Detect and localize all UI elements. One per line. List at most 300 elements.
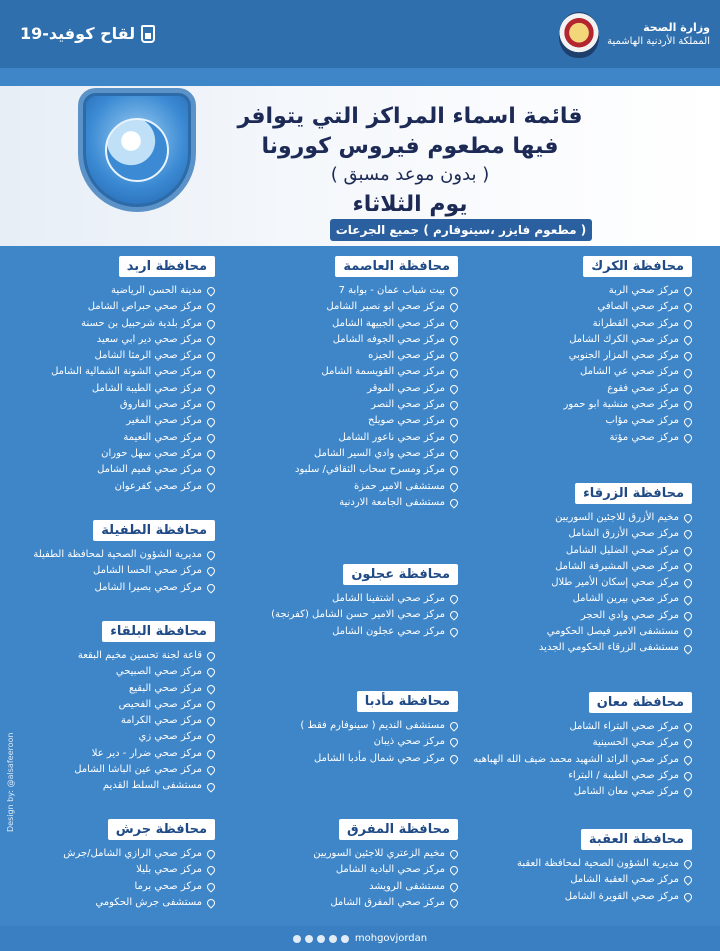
location-pin-icon [448, 351, 459, 362]
center-item [482, 735, 692, 751]
center-item [482, 856, 692, 872]
center-item [258, 446, 458, 462]
center-item [258, 283, 458, 299]
center-item [258, 316, 458, 332]
center-name: مدينة الحسن الرياضية [111, 285, 202, 296]
center-name: مركز صحي وادي السير الشامل [313, 447, 445, 459]
center-name: مركز صحي البقيع [128, 682, 202, 694]
center-name: مركز صحي الجبيهة الشامل [332, 317, 445, 329]
center-item [10, 746, 215, 762]
center-name: مركز صحي الجيزه [368, 350, 445, 362]
center-name: مركز صحي الضليل الشامل [565, 544, 679, 556]
governorate-maan [473, 691, 692, 800]
center-item [10, 879, 215, 895]
center-name: مركز صحي ذيبان [373, 736, 445, 748]
vaccine-vial-icon [141, 25, 155, 43]
governorate-header: محافظة معان [589, 692, 692, 713]
center-name: مركز صحي مؤتة [609, 431, 679, 443]
center-name: مركز صحي الصافي [597, 301, 679, 313]
location-pin-icon [682, 610, 693, 621]
center-item [258, 591, 458, 607]
center-name: مركز صحي المشيرفة الشامل [555, 560, 679, 572]
governorate-capital [258, 255, 458, 511]
ministry-name: وزارة الصحة [643, 21, 710, 34]
center-name: مستشفى الرويشد [369, 880, 445, 892]
center-item [482, 559, 692, 575]
center-name: مركز صحي إسكان الأمير طلال [551, 577, 679, 589]
center-item [10, 364, 215, 380]
location-pin-icon [682, 432, 693, 443]
center-name: مركز صحي القويرة الشامل [564, 890, 679, 902]
location-pin-icon [682, 875, 693, 886]
location-pin-icon [448, 367, 459, 378]
globe-icon [105, 118, 169, 182]
center-name: مركز صحي عين الباشا الشامل [74, 764, 202, 776]
campaign-brand [20, 24, 155, 43]
center-name: مركز صحي قميم الشامل [97, 464, 202, 476]
center-name: مركز صحي الطيبة الشامل [91, 382, 202, 394]
location-pin-icon [448, 318, 459, 329]
center-item [258, 462, 458, 478]
center-item [10, 283, 215, 299]
center-item [482, 332, 692, 348]
location-pin-icon [448, 432, 459, 443]
location-pin-icon [205, 481, 216, 492]
location-pin-icon [448, 626, 459, 637]
location-pin-icon [205, 897, 216, 908]
center-list [10, 547, 215, 596]
center-item [482, 413, 692, 429]
center-item [482, 889, 692, 905]
location-pin-icon [682, 367, 693, 378]
telegram-icon[interactable] [341, 935, 349, 943]
location-pin-icon [448, 737, 459, 748]
center-list [473, 719, 692, 800]
location-pin-icon [205, 448, 216, 459]
location-pin-icon [205, 285, 216, 296]
center-name: مركز صحي الرائد الشهيد محمد ضيف الله الهباهبه [473, 753, 679, 765]
center-name: مركز صحي النعيمة [123, 431, 202, 443]
center-item [482, 768, 692, 784]
center-name: مركز صحي صويلح [368, 415, 445, 427]
center-item [10, 381, 215, 397]
location-pin-icon [205, 465, 216, 476]
designer-credit: Design by: @alsafeeroon [6, 732, 15, 832]
center-name: مركز صحي عي الشامل [580, 366, 679, 378]
location-pin-icon [682, 738, 693, 749]
governorate-header: محافظة الطفيلة [93, 520, 215, 541]
center-name: مركز صحي سهل حوران [101, 447, 202, 459]
center-name: مركز صحي الموقر [367, 382, 445, 394]
center-name: مركز صحي البادية الشامل [335, 864, 445, 876]
location-pin-icon [682, 318, 693, 329]
location-pin-icon [205, 748, 216, 759]
campaign-title: لقاح كوفيد-19 [20, 24, 136, 43]
center-name: قاعة لجنة تحسين مخيم البقعة [77, 650, 202, 661]
location-pin-icon [448, 881, 459, 892]
center-name: مركز صحي الطيبة / البتراء [568, 769, 679, 781]
shield-logo [72, 82, 202, 222]
location-pin-icon [448, 848, 459, 859]
center-item [10, 846, 215, 862]
center-name: مركز ومسرح سحاب الثقافي/ سلبود [295, 464, 445, 476]
center-item [482, 510, 692, 526]
center-name: مركز صحي المغير [126, 415, 202, 427]
center-name: مركز صحي البتراء الشامل [569, 721, 679, 732]
center-list [10, 283, 215, 495]
center-item [258, 413, 458, 429]
center-item [10, 413, 215, 429]
center-list [482, 283, 692, 446]
center-item [10, 446, 215, 462]
center-name: مركز صحي الفحيص [118, 698, 202, 710]
location-pin-icon [682, 302, 693, 313]
location-pin-icon [682, 594, 693, 605]
governorate-irbid [10, 255, 215, 495]
center-item [10, 348, 215, 364]
governorate-zarqa [482, 482, 692, 657]
jordan-emblem-icon [559, 12, 599, 58]
youtube-icon[interactable] [293, 935, 301, 943]
center-item [482, 608, 692, 624]
location-pin-icon [205, 848, 216, 859]
governorate-header: محافظة المفرق [339, 819, 458, 840]
center-item [258, 381, 458, 397]
center-name: مركز صحي عجلون الشامل [332, 625, 445, 637]
center-item [258, 348, 458, 364]
governorate-karak [482, 255, 692, 446]
center-name: مركز صحي المزار الجنوبي [568, 350, 679, 362]
governorate-header: محافظة عجلون [343, 564, 458, 585]
center-name: مركز صحي العقبة الشامل [570, 874, 679, 886]
center-item [258, 734, 458, 750]
center-name: مركز صحي الامير حسن الشامل (كفرنجة) [271, 609, 445, 621]
center-item [10, 648, 215, 664]
center-name: مديرية الشؤون الصحية لمحافظة العقبة [517, 858, 679, 869]
center-list [10, 648, 215, 795]
location-pin-icon [448, 720, 459, 731]
center-name: مركز صحي الصبيحي [115, 666, 202, 678]
location-pin-icon [448, 753, 459, 764]
center-name: مركز صحي ناعور الشامل [338, 431, 445, 443]
location-pin-icon [682, 770, 693, 781]
vaccine-types-badge: ( مطعوم فايزر ،سينوفارم ) جميع الجرعات [330, 219, 592, 241]
center-name: مركز صحي الحسينية [592, 737, 679, 749]
center-name: مركز صحي زي [138, 731, 202, 743]
center-name: مركز صحي مؤاب [605, 415, 679, 427]
top-bar [0, 0, 720, 68]
location-pin-icon [682, 627, 693, 638]
governorate-aqaba [482, 828, 692, 905]
center-item [482, 575, 692, 591]
location-pin-icon [448, 416, 459, 427]
location-pin-icon [205, 400, 216, 411]
governorate-madaba [258, 690, 458, 767]
location-pin-icon [448, 302, 459, 313]
governorate-tafilah [10, 519, 215, 596]
center-list [482, 510, 692, 657]
center-item [258, 895, 458, 911]
center-name: مركز صحي النصر [371, 399, 445, 411]
center-name: بيت شباب عمان - بوابة 7 [338, 285, 445, 296]
center-item [258, 397, 458, 413]
governorate-header: محافظة مأدبا [357, 691, 458, 712]
center-item [258, 718, 458, 734]
center-item [482, 348, 692, 364]
location-pin-icon [682, 512, 693, 523]
location-pin-icon [205, 318, 216, 329]
facebook-icon[interactable] [305, 935, 313, 943]
location-pin-icon [682, 529, 693, 540]
social-icons [293, 935, 349, 943]
location-pin-icon [448, 865, 459, 876]
center-item [482, 397, 692, 413]
center-item [10, 547, 215, 563]
title-line-2: فيها مطعوم فيروس كورونا [261, 134, 559, 159]
center-name: مركز صحي برما [134, 880, 202, 892]
center-item [10, 729, 215, 745]
center-list [10, 846, 215, 911]
center-item [258, 862, 458, 878]
center-item [482, 299, 692, 315]
ministry-text [607, 21, 710, 49]
center-item [10, 697, 215, 713]
center-item [258, 364, 458, 380]
center-item [10, 762, 215, 778]
governorate-mafraq [258, 818, 458, 911]
center-item [258, 495, 458, 511]
center-name: مركز صحي دير ابي سعيد [96, 333, 202, 345]
location-pin-icon [205, 650, 216, 661]
center-list [258, 846, 458, 911]
center-name: مركز صحي ابو نصير الشامل [326, 301, 445, 313]
location-pin-icon [205, 351, 216, 362]
center-item [10, 563, 215, 579]
center-item [10, 430, 215, 446]
center-item [482, 316, 692, 332]
location-pin-icon [448, 285, 459, 296]
location-pin-icon [682, 754, 693, 765]
center-item [482, 526, 692, 542]
instagram-icon[interactable] [329, 935, 337, 943]
center-item [482, 430, 692, 446]
center-item [482, 872, 692, 888]
location-pin-icon [682, 643, 693, 654]
location-pin-icon [205, 865, 216, 876]
center-name: مركز بلدية شرحبيل بن حسنة [81, 317, 202, 329]
center-name: مركز صحي الجوفه الشامل [332, 333, 445, 345]
center-item [258, 751, 458, 767]
center-item [258, 332, 458, 348]
location-pin-icon [205, 765, 216, 776]
center-name: مركز صحي معان الشامل [573, 786, 679, 798]
location-pin-icon [205, 667, 216, 678]
ministry-subtitle: المملكة الأردنية الهاشمية [607, 36, 710, 47]
center-item [258, 607, 458, 623]
location-pin-icon [682, 561, 693, 572]
center-name: مركز صحي الكرك الشامل [569, 333, 679, 345]
center-name: مركز صحي الفاروق [119, 399, 202, 411]
location-pin-icon [205, 432, 216, 443]
center-name: مستشفى جرش الحكومي [95, 896, 202, 908]
center-name: مركز صحي المفرق الشامل [330, 896, 445, 908]
center-item [258, 479, 458, 495]
center-item [482, 719, 692, 735]
center-list [258, 718, 458, 767]
location-pin-icon [205, 683, 216, 694]
location-pin-icon [205, 302, 216, 313]
location-pin-icon [682, 334, 693, 345]
location-pin-icon [682, 721, 693, 732]
center-name: مركز صحي اشتفينا الشامل [331, 593, 445, 604]
center-item [258, 624, 458, 640]
center-name: مركز صحي القويسمة الشامل [321, 366, 445, 378]
location-pin-icon [682, 285, 693, 296]
title-line-3: ( بدون موعد مسبق ) [330, 164, 490, 185]
center-name: مستشفى الامير فيصل الحكومي [546, 626, 679, 638]
center-item [10, 299, 215, 315]
center-item [482, 543, 692, 559]
center-name: مركز صحي الشونة الشمالية الشامل [51, 366, 202, 378]
center-name: مركز صحي الأزرق الشامل [568, 528, 679, 540]
governorate-jerash [10, 818, 215, 911]
location-pin-icon [205, 781, 216, 792]
vaccine-shield-icon [78, 88, 196, 212]
location-pin-icon [205, 416, 216, 427]
center-name: مركز صحي بصيرا الشامل [94, 581, 202, 593]
location-pin-icon [448, 481, 459, 492]
location-pin-icon [205, 881, 216, 892]
center-name: مخيم الأزرق للاجئين السوريين [555, 512, 679, 523]
twitter-icon[interactable] [317, 935, 325, 943]
location-pin-icon [205, 549, 216, 560]
center-item [258, 879, 458, 895]
location-pin-icon [448, 897, 459, 908]
center-item [10, 462, 215, 478]
center-name: مركز صحي الرازي الشامل/جرش [63, 848, 202, 859]
location-pin-icon [682, 545, 693, 556]
location-pin-icon [205, 367, 216, 378]
governorate-header: محافظة اربد [119, 256, 215, 277]
location-pin-icon [448, 400, 459, 411]
center-item [10, 479, 215, 495]
location-pin-icon [205, 732, 216, 743]
title-day: يوم الثلاثاء [352, 192, 468, 217]
center-item [482, 381, 692, 397]
location-pin-icon [448, 334, 459, 345]
governorate-header: محافظة البلقاء [102, 621, 215, 642]
center-item [10, 332, 215, 348]
center-list [258, 591, 458, 640]
governorate-ajloun [258, 563, 458, 640]
location-pin-icon [205, 699, 216, 710]
location-pin-icon [682, 416, 693, 427]
center-name: مركز صحي بيرين الشامل [572, 593, 679, 605]
center-name: مركز صحي الرمثا الشامل [94, 350, 202, 362]
center-item [10, 664, 215, 680]
center-item [482, 640, 692, 656]
center-item [482, 364, 692, 380]
center-item [482, 624, 692, 640]
governorate-header: محافظة العاصمة [335, 256, 458, 277]
page-title [200, 102, 620, 220]
center-item [258, 846, 458, 862]
center-item [258, 430, 458, 446]
center-item [10, 895, 215, 911]
governorate-header: محافظة الزرقاء [575, 483, 692, 504]
center-name: مركز صحي وادي الحجر [580, 609, 679, 621]
center-name: مستشفى الزرقاء الحكومي الجديد [538, 642, 679, 654]
center-name: مستشفى الجامعة الاردنية [339, 496, 445, 508]
governorate-header: محافظة الكرك [583, 256, 692, 277]
location-pin-icon [205, 716, 216, 727]
center-item [10, 580, 215, 596]
location-pin-icon [448, 383, 459, 394]
location-pin-icon [682, 858, 693, 869]
center-item [10, 862, 215, 878]
location-pin-icon [205, 566, 216, 577]
location-pin-icon [682, 787, 693, 798]
location-pin-icon [448, 497, 459, 508]
ministry-branding [559, 12, 710, 58]
center-item [482, 591, 692, 607]
center-name: مستشفى السلط القديم [102, 780, 202, 792]
location-pin-icon [448, 610, 459, 621]
center-item [10, 397, 215, 413]
center-name: مركز صحي ضرار - دير علا [91, 747, 202, 759]
governorate-header: محافظة جرش [108, 819, 215, 840]
center-name: مركز صحي حبراص الشامل [87, 301, 202, 313]
center-name: مركز صحي الكرامة [120, 715, 202, 727]
center-name: مركز صحي كفرعوان [114, 480, 202, 492]
location-pin-icon [682, 891, 693, 902]
center-name: مركز صحي فقوع [607, 382, 679, 394]
center-item [10, 681, 215, 697]
center-name: مركز صحي شمال مأدبا الشامل [313, 752, 445, 764]
location-pin-icon [205, 383, 216, 394]
center-name: مخيم الزعتري للاجئين السوريين [313, 848, 445, 859]
center-name: مستشفى النديم ( سينوفارم فقط ) [300, 720, 445, 731]
center-name: مستشفى الامير حمزة [353, 480, 445, 492]
governorate-balqa [10, 620, 215, 795]
title-line-1: قائمة اسماء المراكز التي يتوافر [237, 104, 583, 129]
location-pin-icon [682, 383, 693, 394]
location-pin-icon [205, 334, 216, 345]
center-list [258, 283, 458, 511]
center-name: مركز صحي الربة [608, 285, 679, 296]
governorate-header: محافظة العقبة [581, 829, 692, 850]
location-pin-icon [448, 593, 459, 604]
center-item [482, 283, 692, 299]
location-pin-icon [448, 465, 459, 476]
center-item [473, 752, 692, 768]
center-name: مركز صحي منشية ابو حمور [563, 399, 679, 411]
center-item [482, 784, 692, 800]
location-pin-icon [205, 582, 216, 593]
center-name: مركز صحي القطرانة [592, 317, 679, 329]
social-handle[interactable]: mohgovjordan [354, 933, 428, 944]
location-pin-icon [682, 351, 693, 362]
location-pin-icon [448, 448, 459, 459]
location-pin-icon [682, 400, 693, 411]
center-name: مديرية الشؤون الصحية لمحافظة الطفيلة [33, 549, 202, 560]
center-name: مركز صحي بليلا [136, 864, 202, 876]
center-item [10, 713, 215, 729]
center-list [482, 856, 692, 905]
center-item [10, 778, 215, 794]
location-pin-icon [682, 578, 693, 589]
center-item [10, 316, 215, 332]
